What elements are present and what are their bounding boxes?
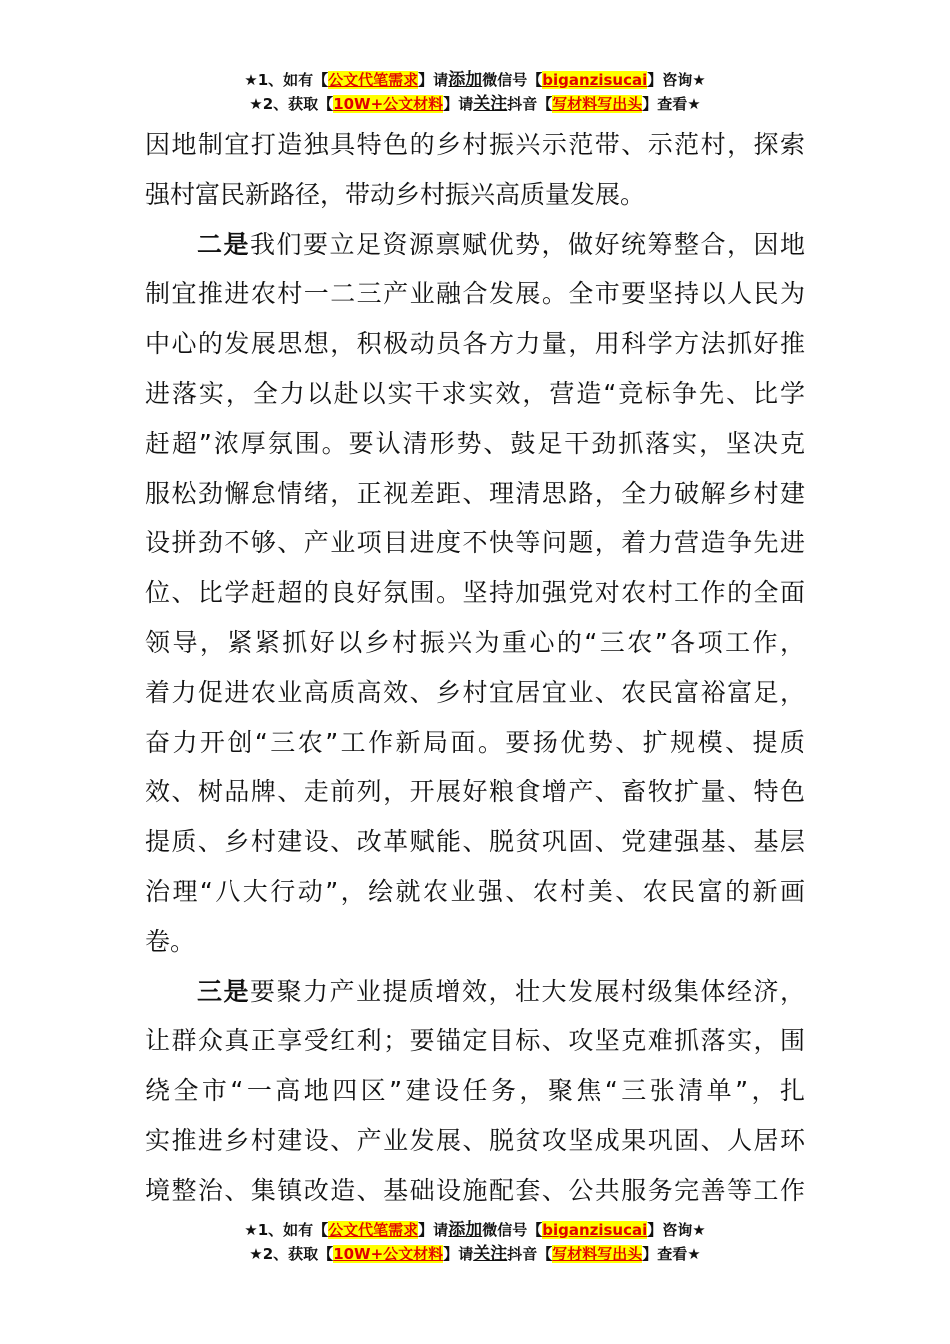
highlight-text: 10W+公文材料 bbox=[333, 95, 444, 113]
text-line bbox=[145, 1116, 805, 1166]
text-line bbox=[145, 618, 805, 668]
line-text: 着力促进农业高质高效、乡村宜居宜业、农民富裕富足， bbox=[145, 677, 805, 707]
text-line bbox=[145, 120, 805, 170]
banner-text: 抖音【 bbox=[507, 1245, 553, 1263]
text-line bbox=[145, 469, 805, 519]
text-line bbox=[145, 917, 805, 967]
document-body bbox=[145, 120, 805, 1216]
banner-text: 微信号【 bbox=[482, 1221, 543, 1239]
bottom-banner bbox=[0, 1218, 950, 1266]
banner-line1 bbox=[0, 68, 950, 92]
banner-text: 】查看★ bbox=[642, 95, 701, 113]
line-text: 实推进乡村建设、产业发展、脱贫攻坚成果巩固、人居环 bbox=[145, 1125, 805, 1155]
banner-text: ★2、获取【 bbox=[249, 1245, 334, 1263]
line-text: 绕全市“一高地四区”建设任务，聚焦“三张清单”，扎 bbox=[145, 1076, 805, 1106]
line-text: 效、树品牌、走前列，开展好粮食增产、畜牧扩量、特色 bbox=[145, 777, 805, 807]
text-line bbox=[145, 1066, 805, 1116]
line-text: 强村富民新路径，带动乡村振兴高质量发展。 bbox=[145, 179, 646, 209]
text-line bbox=[145, 1166, 805, 1216]
line-text: 赶超”浓厚氛围。要认清形势、鼓足干劲抓落实，坚决克 bbox=[145, 428, 805, 458]
banner-line1 bbox=[0, 1218, 950, 1242]
line-text: 设拼劲不够、产业项目进度不快等问题，着力营造争先进 bbox=[145, 528, 805, 558]
highlight-text: 写材料写出头 bbox=[552, 95, 643, 113]
banner-text: ★1、如有【 bbox=[244, 1221, 329, 1239]
text-line bbox=[145, 867, 805, 917]
banner-line2 bbox=[0, 1242, 950, 1266]
banner-line2 bbox=[0, 92, 950, 116]
banner-text: 】咨询★ bbox=[647, 71, 706, 89]
highlight-text: 公文代笔需求 bbox=[328, 1221, 419, 1239]
highlight-text: biganzisucai bbox=[542, 1221, 648, 1239]
line-text: 因地制宜打造独具特色的乡村振兴示范带、示范村，探索 bbox=[145, 130, 805, 159]
line-text: 我们要立足资源禀赋优势，做好统筹整合，因地 bbox=[250, 229, 805, 259]
text-line bbox=[145, 967, 805, 1017]
paragraph-lead: 三是 bbox=[197, 976, 250, 1006]
text-line bbox=[145, 568, 805, 618]
text-line bbox=[145, 319, 805, 369]
paragraph-lead: 二是 bbox=[197, 229, 250, 259]
banner-text: 】请 bbox=[418, 1221, 449, 1239]
text-line bbox=[145, 718, 805, 768]
line-text: 卷。 bbox=[145, 926, 196, 956]
text-line bbox=[145, 767, 805, 817]
line-text: 境整治、集镇改造、基础设施配套、公共服务完善等工作 bbox=[145, 1175, 805, 1205]
line-text: 奋力开创“三农”工作新局面。要扬优势、扩规模、提质 bbox=[145, 727, 805, 757]
banner-text: 添加 bbox=[448, 1220, 483, 1240]
text-line bbox=[145, 1016, 805, 1066]
text-line bbox=[145, 817, 805, 867]
banner-text: 】请 bbox=[443, 1245, 474, 1263]
text-line bbox=[145, 170, 805, 220]
line-text: 服松劲懈怠情绪，正视差距、理清思路，全力破解乡村建 bbox=[145, 478, 805, 508]
line-text: 提质、乡村建设、改革赋能、脱贫巩固、党建强基、基层 bbox=[145, 827, 805, 857]
text-line bbox=[145, 269, 805, 319]
line-text: 中心的发展思想，积极动员各方力量，用科学方法抓好推 bbox=[145, 329, 805, 359]
highlight-text: 10W+公文材料 bbox=[333, 1245, 444, 1263]
text-line bbox=[145, 220, 805, 270]
line-text: 制宜推进农村一二三产业融合发展。全市要坚持以人民为 bbox=[145, 279, 805, 309]
text-line bbox=[145, 369, 805, 419]
banner-text: 】咨询★ bbox=[647, 1221, 706, 1239]
highlight-text: 公文代笔需求 bbox=[328, 71, 419, 89]
text-line bbox=[145, 518, 805, 568]
highlight-text: 写材料写出头 bbox=[552, 1245, 643, 1263]
highlight-text: biganzisucai bbox=[542, 71, 648, 89]
line-text: 领导，紧紧抓好以乡村振兴为重心的“三农”各项工作， bbox=[145, 627, 805, 657]
top-banner bbox=[0, 68, 950, 116]
line-text: 位、比学赶超的良好氛围。坚持加强党对农村工作的全面 bbox=[145, 578, 805, 608]
line-text: 治理“八大行动”，绘就农业强、农村美、农民富的新画 bbox=[145, 876, 805, 906]
banner-text: 微信号【 bbox=[482, 71, 543, 89]
line-text: 让群众真正享受红利；要锚定目标、攻坚克难抓落实，围 bbox=[145, 1026, 805, 1056]
banner-text: 】请 bbox=[418, 71, 449, 89]
text-line bbox=[145, 668, 805, 718]
banner-text: 】请 bbox=[443, 95, 474, 113]
banner-text: 关注 bbox=[473, 94, 508, 114]
banner-text: ★1、如有【 bbox=[244, 71, 329, 89]
banner-text: 抖音【 bbox=[507, 95, 553, 113]
banner-text: ★2、获取【 bbox=[249, 95, 334, 113]
text-line bbox=[145, 419, 805, 469]
banner-text: 添加 bbox=[448, 70, 483, 90]
line-text: 要聚力产业提质增效，壮大发展村级集体经济， bbox=[250, 976, 805, 1006]
banner-text: 】查看★ bbox=[642, 1245, 701, 1263]
line-text: 进落实，全力以赴以实干求实效，营造“竞标争先、比学 bbox=[145, 378, 805, 408]
banner-text: 关注 bbox=[473, 1244, 508, 1264]
